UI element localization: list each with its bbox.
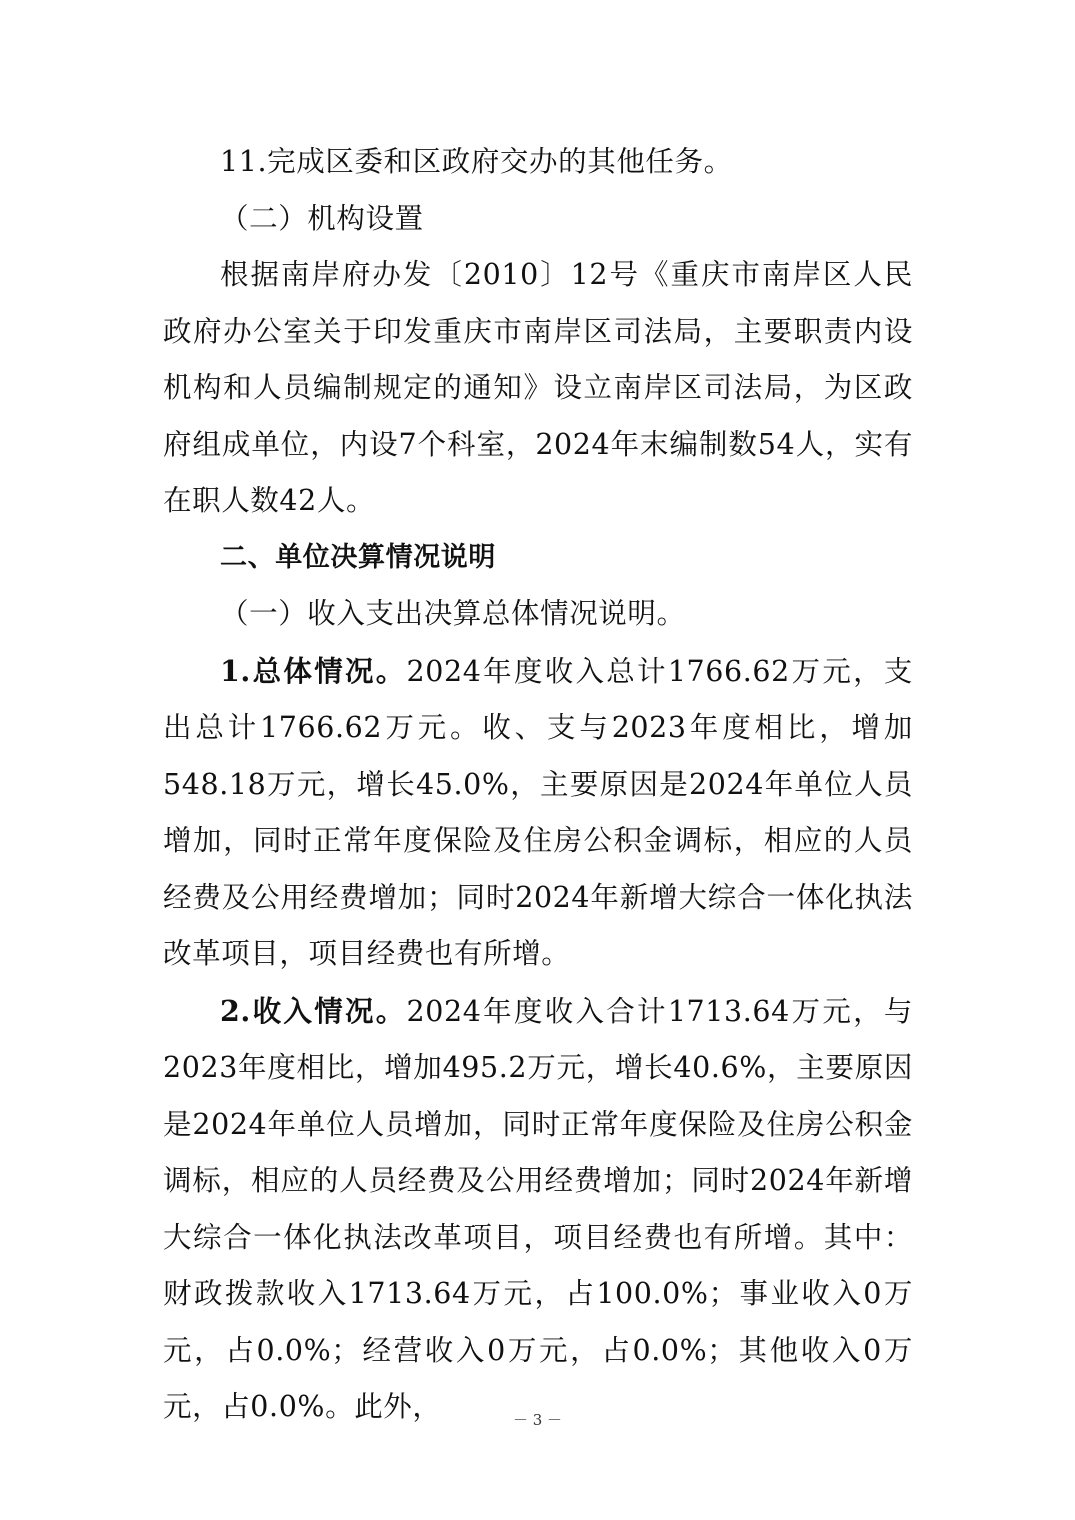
- page-number: － 3 －: [512, 1411, 563, 1429]
- paragraph-income: [163, 983, 913, 1436]
- section-heading-income-expense: （一）收入支出决算总体情况说明。: [220, 597, 686, 630]
- section-heading-organization: （二）机构设置: [220, 201, 424, 235]
- lead-overall: 1.总体情况。: [220, 653, 407, 688]
- paragraph-overall: [163, 643, 913, 983]
- paragraph-task-11: 11.完成区委和区政府交办的其他任务。: [220, 145, 733, 178]
- chapter-heading-final-accounts: 二、单位决算情况说明: [220, 541, 496, 573]
- document-body: [163, 134, 913, 1436]
- text-overall: 2024年度收入总计1766.62万元，支出总计1766.62万元。收、支与2023年度相比，增加548.18万元，增长45.0%，主要原因是2024年单位人员增加，同时正常年度保险及住房公积金调标，相应的人员经费及公用经费增加；同时2024年新增大综合一体化执法改革项目，项目经费也有所增。: [163, 654, 913, 970]
- paragraph-organization: 根据南岸府办发〔2010〕12号《重庆市南岸区人民政府办公室关于印发重庆市南岸区司法局，主要职责内设机构和人员编制规定的通知》设立南岸区司法局，为区政府组成单位，内设7个科室，2024年末编制数54人，实有在职人数42人。: [163, 258, 913, 517]
- lead-income: 2.收入情况。: [220, 993, 407, 1028]
- text-income: 2024年度收入合计1713.64万元，与2023年度相比，增加495.2万元，增长40.6%，主要原因是2024年单位人员增加，同时正常年度保险及住房公积金调标，相应的人员经费及公用经费增加；同时2024年新增大综合一体化执法改革项目，项目经费也有所增。其中：财政拨款收入1713.64万元，占100.0%；事业收入0万元，占0.0%；经营收入0万元，占0.0%；其他收入0万元，占0.0%。此外，: [163, 994, 913, 1423]
